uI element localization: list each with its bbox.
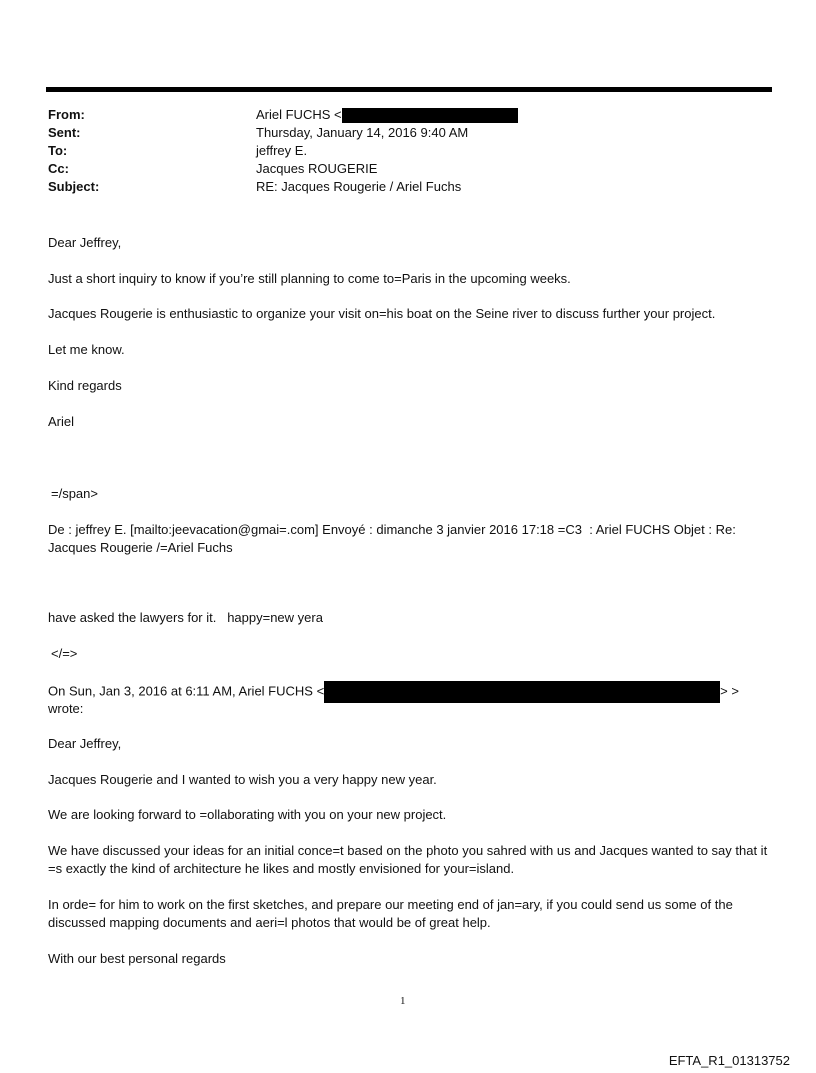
page-number: 1 <box>400 995 406 1007</box>
paragraph-let-me-know: Let me know. <box>48 342 125 357</box>
from-label: From: <box>48 107 85 122</box>
tag-artifact: </=> <box>51 646 78 661</box>
document-id: EFTA_R1_01313752 <box>668 1053 790 1068</box>
to-value: jeffrey E. <box>256 143 308 158</box>
from-value <box>256 106 518 124</box>
forwarded-header: De : jeffrey E. [mailto:jeevacation@gmai=.com] Envoyé : dimanche 3 janvier 2016 17:18 =C3 : Ariel FUCHS Objet : Re: Jacques Rougerie /=Ariel Fuchs <box>48 522 740 555</box>
redaction-bar <box>342 108 518 123</box>
reply-text: have asked the lawyers for it. happy=new yera <box>48 610 323 625</box>
attribution-suffix: > > <box>720 683 739 699</box>
to-label: To: <box>48 143 68 158</box>
sent-value: Thursday, January 14, 2016 9:40 AM <box>256 125 469 140</box>
quoted-paragraph-sketches: In orde= for him to work on the first sketches, and prepare our meeting end of jan=ary, if you could send us some of the discussed mapping documents and aeri=l photos that would be of great help. <box>48 897 737 930</box>
subject-label: Subject: <box>48 179 100 194</box>
signature-ariel: Ariel <box>48 414 75 429</box>
from-name: Ariel FUCHS < <box>256 107 342 122</box>
greeting: Dear Jeffrey, <box>48 235 122 250</box>
paragraph-inquiry: Just a short inquiry to know if you’re still planning to come to=Paris in the upcoming weeks. <box>48 271 571 286</box>
paragraph-rougerie: Jacques Rougerie is enthusiastic to organize your visit on=his boat on the Seine river to discuss further your project. <box>48 306 716 321</box>
wrote-label: wrote: <box>48 701 84 716</box>
attribution-prefix: On Sun, Jan 3, 2016 at 6:11 AM, Ariel FUCHS < <box>48 683 325 699</box>
cc-label: Cc: <box>48 161 69 176</box>
quoted-closing: With our best personal regards <box>48 951 226 966</box>
header-rule <box>46 87 772 92</box>
quoted-greeting: Dear Jeffrey, <box>48 736 122 751</box>
cc-value: Jacques ROUGERIE <box>256 161 378 176</box>
span-artifact: =/span> <box>51 486 98 501</box>
quoted-paragraph-concept: We have discussed your ideas for an initial conce=t based on the photo you sahred with us and Jacques wanted to say that it =s exactly the kind of architecture he likes and mostly envisioned for your=island. <box>48 843 771 876</box>
quoted-paragraph-new-year: Jacques Rougerie and I wanted to wish you a very happy new year. <box>48 772 437 787</box>
subject-value: RE: Jacques Rougerie / Ariel Fuchs <box>256 179 462 194</box>
paragraph-kind-regards: Kind regards <box>48 378 122 393</box>
quoted-paragraph-collaborating: We are looking forward to =ollaborating with you on your new project. <box>48 807 447 822</box>
sent-label: Sent: <box>48 125 81 140</box>
